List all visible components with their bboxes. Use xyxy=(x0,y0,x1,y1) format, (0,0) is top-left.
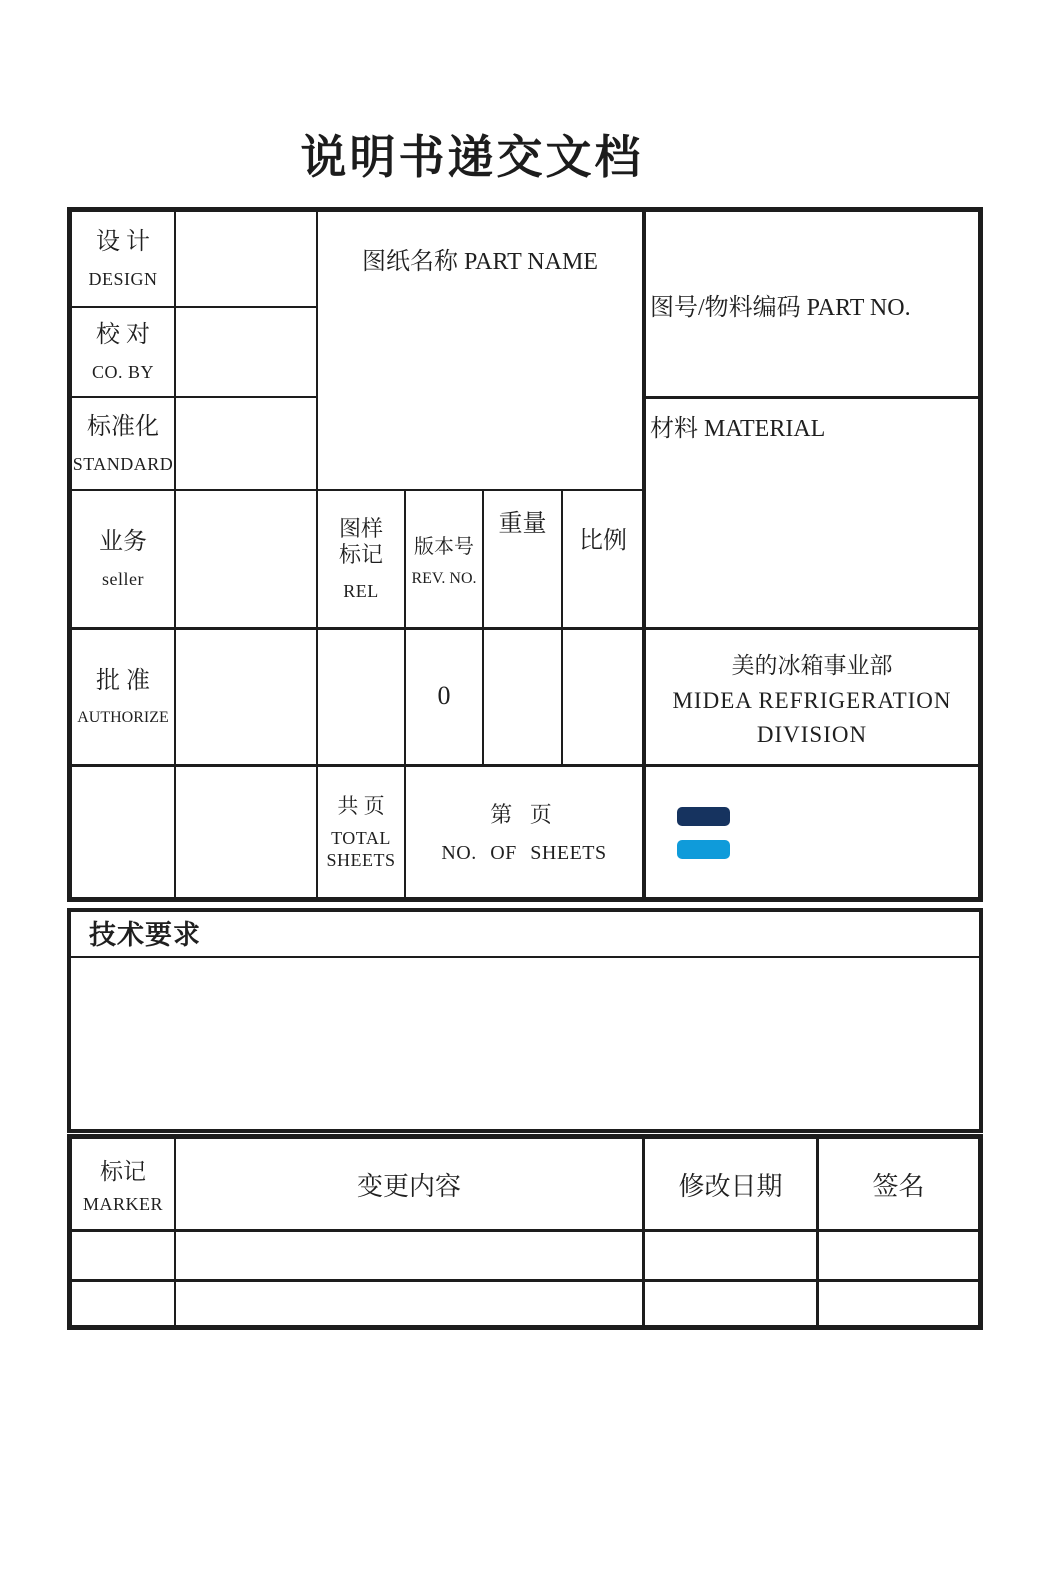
standard-label-en: STANDARD xyxy=(72,453,174,474)
total-sheets-en: TOTAL SHEETS xyxy=(326,828,396,870)
authorize-label-en: AUTHORIZE xyxy=(77,708,169,726)
grid-line xyxy=(72,396,318,398)
scale-value-cell xyxy=(563,630,643,762)
rev-no-label-cn: 版本号 xyxy=(414,535,474,558)
authorize-label-cell xyxy=(72,630,174,764)
weight-label-cell: 重量 xyxy=(498,510,547,537)
authorize-label-cn: 批 准 xyxy=(96,668,150,694)
midea-logo-bar-dark xyxy=(677,807,730,826)
checked-by-label-cn: 校 对 xyxy=(96,321,150,348)
rev-no-value-cell: 0 xyxy=(437,681,451,710)
revision-row-marker xyxy=(72,1232,174,1279)
revision-row-sign xyxy=(819,1282,978,1325)
company-name-cn: 美的冰箱事业部 xyxy=(731,652,893,678)
weight-value-cell xyxy=(484,630,561,762)
part-name-label: 图纸名称 PART NAME xyxy=(362,248,598,275)
revision-row-date xyxy=(645,1232,816,1279)
company-name-en-line1: MIDEA REFRIGERATION xyxy=(672,687,952,713)
modify-date-header: 修改日期 xyxy=(678,1171,783,1201)
marker-header-cn: 标记 xyxy=(100,1158,146,1184)
midea-logo-bar-light xyxy=(677,840,730,859)
tech-requirements-box xyxy=(67,908,983,1133)
total-sheets-cell xyxy=(318,766,404,896)
signature-header: 签名 xyxy=(872,1171,925,1201)
rev-no-label-en: REV. NO. xyxy=(411,569,477,587)
design-label-en: DESIGN xyxy=(88,268,158,289)
total-sheets-cn: 共 页 xyxy=(337,794,385,819)
grid-line xyxy=(642,396,978,399)
material-label: 材料 MATERIAL xyxy=(650,416,826,442)
design-label-cell xyxy=(72,212,174,306)
checked-by-label-en: CO. BY xyxy=(91,361,154,382)
checked-by-label-cell xyxy=(72,308,174,396)
design-value-cell xyxy=(176,212,316,306)
rel-value-cell xyxy=(318,630,404,762)
no-of-sheets-cell xyxy=(406,766,642,896)
revision-row-change xyxy=(176,1282,642,1325)
seller-label-cn: 业务 xyxy=(99,528,147,555)
design-label-cn: 设 计 xyxy=(96,228,150,255)
standard-value-cell xyxy=(176,399,316,489)
rel-label-cn: 图样标记 xyxy=(338,515,383,568)
revision-row-sign xyxy=(819,1232,978,1279)
no-of-sheets-en: NO. OF SHEETS xyxy=(441,841,607,864)
revision-table xyxy=(67,1134,983,1330)
seller-label-cell xyxy=(72,491,174,627)
tech-requirements-content xyxy=(71,958,979,1129)
rel-label-en: REL xyxy=(343,580,379,601)
rev-no-label-cell xyxy=(406,491,482,627)
seller-value-cell xyxy=(176,491,316,627)
part-name-value xyxy=(318,292,642,482)
standard-label-cn: 标准化 xyxy=(87,413,159,440)
part-no-label: 图号/物料编码 PART NO. xyxy=(650,294,911,321)
scale-label-cell: 比例 xyxy=(579,527,627,554)
company-block xyxy=(646,630,978,764)
checked-by-value-cell xyxy=(176,308,316,396)
authorize-value-cell xyxy=(176,630,316,764)
standard-label-cell xyxy=(72,399,174,489)
title-block-table xyxy=(67,207,983,902)
seller-label-en: seller xyxy=(102,568,144,589)
rel-label-cell xyxy=(318,491,404,627)
change-content-header: 变更内容 xyxy=(356,1171,461,1201)
revision-row-date xyxy=(645,1282,816,1325)
revision-row-marker xyxy=(72,1282,174,1325)
document-title: 说明书递交文档 xyxy=(300,130,644,184)
no-of-sheets-cn: 第 页 xyxy=(490,801,558,827)
logo-box xyxy=(646,765,978,897)
marker-header-cell xyxy=(72,1139,174,1229)
company-name-en-line2: DIVISION xyxy=(756,721,868,747)
tech-requirements-title: 技术要求 xyxy=(89,920,201,950)
marker-header-en: MARKER xyxy=(82,1193,163,1214)
revision-row-change xyxy=(176,1232,642,1279)
